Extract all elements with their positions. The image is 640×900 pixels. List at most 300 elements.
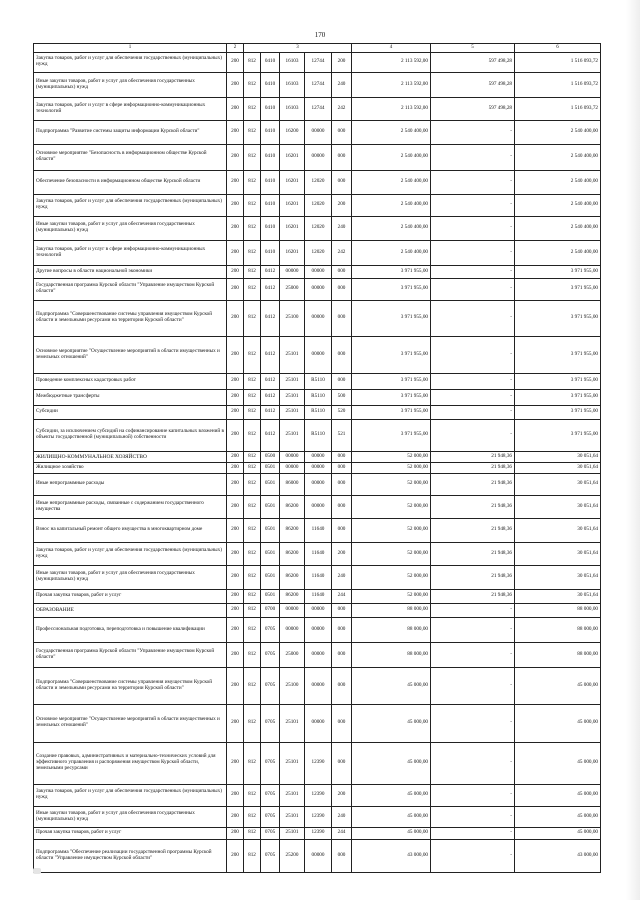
amount-remaining: 30 051,64 [515,589,601,603]
amount-executed: 21 948,36 [431,495,515,518]
code-section: 200 [227,642,244,667]
code-program: 25101 [280,336,305,373]
amount-executed: - [431,704,515,742]
amount-approved: 2 540 400,00 [352,240,431,265]
code-ministry: 812 [244,642,261,667]
table-row [34,144,601,170]
code-division: 0501 [261,473,280,495]
code-section: 200 [227,617,244,642]
amount-executed: 597 498,28 [431,52,515,72]
code-program: 25101 [280,806,305,827]
code-ministry: 812 [244,473,261,495]
amount-remaining: 2 540 400,00 [515,216,601,240]
code-direction: 12020 [305,194,332,216]
code-expense-type: 000 [332,451,352,462]
code-direction: 00000 [305,642,332,667]
code-expense-type: 000 [332,300,352,336]
code-program: 25100 [280,300,305,336]
code-ministry: 812 [244,120,261,144]
table-row [34,389,601,405]
row-name: Иные непрограммные расходы, связанные с содержанием государственного имущества [34,495,227,518]
amount-executed: - [431,194,515,216]
row-name: Закупка товаров, работ и услуг для обеспечения государственных (муниципальных) нужд [34,52,227,72]
code-ministry: 812 [244,52,261,72]
code-direction: 12744 [305,97,332,120]
code-ministry: 812 [244,336,261,373]
amount-executed: - [431,806,515,827]
code-division: 0705 [261,642,280,667]
amount-executed: - [431,419,515,451]
row-name: ОБРАЗОВАНИЕ [34,603,227,617]
code-program: 00000 [280,617,305,642]
code-ministry: 812 [244,542,261,565]
code-section: 200 [227,542,244,565]
amount-executed: 21 948,36 [431,451,515,462]
code-division: 0412 [261,300,280,336]
amount-executed: - [431,240,515,265]
table-row [34,565,601,589]
code-ministry: 812 [244,451,261,462]
amount-executed: - [431,389,515,405]
amount-approved: 3 971 955,00 [352,336,431,373]
amount-approved: 52 000,00 [352,495,431,518]
table-row [34,704,601,742]
amount-approved: 3 971 955,00 [352,300,431,336]
amount-approved: 88 000,00 [352,617,431,642]
code-direction: 12744 [305,52,332,72]
code-ministry: 812 [244,617,261,642]
amount-executed: - [431,617,515,642]
amount-approved: 3 971 955,00 [352,265,431,278]
code-ministry: 812 [244,827,261,839]
table-row [34,589,601,603]
code-expense-type: 000 [332,336,352,373]
code-division: 0501 [261,495,280,518]
row-name: Государственная программа Курской области "Управление имуществом Курской области" [34,642,227,667]
amount-remaining: 30 051,64 [515,451,601,462]
code-section: 200 [227,806,244,827]
amount-approved: 52 000,00 [352,451,431,462]
code-direction: R5110 [305,405,332,419]
amount-remaining: 43 000,00 [515,839,601,872]
code-direction: 12390 [305,742,332,784]
header-row [34,44,601,53]
code-expense-type: 000 [332,170,352,194]
table-row [34,170,601,194]
amount-executed: - [431,667,515,704]
code-expense-type: 000 [332,120,352,144]
amount-approved: 52 000,00 [352,518,431,542]
table-row [34,405,601,419]
row-name: Проведение комплексных кадастровых работ [34,373,227,389]
code-direction: 00000 [305,667,332,704]
code-expense-type: 000 [332,373,352,389]
code-division: 0410 [261,72,280,97]
amount-approved: 3 971 955,00 [352,389,431,405]
code-program: 16201 [280,170,305,194]
code-program: 25101 [280,827,305,839]
code-program: 16201 [280,240,305,265]
code-section: 200 [227,839,244,872]
table-row [34,742,601,784]
code-direction: 00000 [305,839,332,872]
row-name: Закупка товаров, работ и услуг для обеспечения государственных (муниципальных) нужд [34,542,227,565]
code-division: 0705 [261,827,280,839]
code-division: 0410 [261,170,280,194]
row-name: Иные закупки товаров, работ и услуг для обеспечения государственных (муниципальных) нужд [34,216,227,240]
amount-remaining: 30 051,64 [515,462,601,473]
amount-executed: - [431,603,515,617]
amount-approved: 2 540 400,00 [352,144,431,170]
amount-remaining: 3 971 955,00 [515,300,601,336]
code-ministry: 812 [244,667,261,704]
code-direction: 00000 [305,451,332,462]
amount-approved: 2 113 592,00 [352,52,431,72]
row-name: Закупка товаров, работ и услуг для обеспечения государственных (муниципальных) нужд [34,784,227,806]
code-direction: 00000 [305,300,332,336]
code-division: 0705 [261,742,280,784]
amount-remaining: 2 540 400,00 [515,170,601,194]
amount-executed: - [431,405,515,419]
amount-executed: - [431,336,515,373]
table-row [34,667,601,704]
code-division: 0705 [261,784,280,806]
code-program: 86200 [280,542,305,565]
code-division: 0410 [261,97,280,120]
table-row [34,120,601,144]
code-expense-type: 242 [332,240,352,265]
code-direction: 12744 [305,72,332,97]
amount-remaining: 1 516 093,72 [515,52,601,72]
code-ministry: 812 [244,300,261,336]
table-row [34,240,601,265]
amount-remaining: 88 000,00 [515,603,601,617]
code-expense-type: 000 [332,518,352,542]
amount-approved: 2 540 400,00 [352,194,431,216]
table-row [34,265,601,278]
code-ministry: 812 [244,278,261,300]
code-direction: R5110 [305,389,332,405]
code-section: 200 [227,784,244,806]
code-division: 0705 [261,704,280,742]
code-section: 200 [227,389,244,405]
table-row [34,806,601,827]
amount-approved: 3 971 955,00 [352,419,431,451]
code-program: 16103 [280,72,305,97]
row-name: Подпрограмма "Совершенствование системы управления имуществом Курской области и земельными ресурсами на территории Курской области" [34,667,227,704]
table-row [34,97,601,120]
amount-remaining: 45 000,00 [515,806,601,827]
amount-executed: - [431,742,515,784]
row-name: Профессиональная подготовка, переподготовка и повышение квалификации [34,617,227,642]
amount-approved: 45 000,00 [352,784,431,806]
scan-artifact [33,868,41,874]
code-section: 200 [227,495,244,518]
code-program: 25101 [280,419,305,451]
code-direction: 11640 [305,542,332,565]
code-section: 200 [227,144,244,170]
code-section: 200 [227,336,244,373]
code-program: 16201 [280,194,305,216]
code-division: 0412 [261,278,280,300]
amount-remaining: 88 000,00 [515,617,601,642]
code-program: 86000 [280,473,305,495]
code-expense-type: 200 [332,194,352,216]
row-name: ЖИЛИЩНО-КОММУНАЛЬНОЕ ХОЗЯЙСТВО [34,451,227,462]
code-direction: 11640 [305,589,332,603]
amount-remaining: 3 971 955,00 [515,278,601,300]
code-direction: 00000 [305,704,332,742]
code-direction: R5110 [305,419,332,451]
amount-approved: 2 540 400,00 [352,216,431,240]
amount-approved: 52 000,00 [352,565,431,589]
amount-executed: 21 948,36 [431,473,515,495]
code-division: 0705 [261,617,280,642]
code-program: 00000 [280,265,305,278]
amount-remaining: 30 051,64 [515,495,601,518]
code-program: 00000 [280,603,305,617]
amount-executed: - [431,170,515,194]
code-ministry: 812 [244,462,261,473]
code-ministry: 812 [244,784,261,806]
amount-executed: - [431,120,515,144]
code-division: 0412 [261,405,280,419]
code-expense-type: 244 [332,589,352,603]
code-section: 200 [227,170,244,194]
amount-approved: 52 000,00 [352,473,431,495]
row-name: Подпрограмма "Развитие системы защиты информации Курской области" [34,120,227,144]
amount-approved: 52 000,00 [352,589,431,603]
amount-remaining: 2 540 400,00 [515,194,601,216]
code-division: 0705 [261,839,280,872]
code-ministry: 812 [244,704,261,742]
code-ministry: 812 [244,495,261,518]
code-program: 00000 [280,462,305,473]
table-row [34,451,601,462]
row-name: Подпрограмма "Совершенствование системы управления имуществом Курской области и земельными ресурсами на территории Курской области" [34,300,227,336]
code-ministry: 812 [244,389,261,405]
header-col-1: 1 [34,44,227,53]
amount-remaining: 88 000,00 [515,642,601,667]
code-program: 25100 [280,667,305,704]
code-expense-type: 000 [332,642,352,667]
table-row [34,784,601,806]
code-direction: 12390 [305,784,332,806]
code-ministry: 812 [244,265,261,278]
header-col-2: 2 [227,44,244,53]
code-direction: 12020 [305,170,332,194]
code-section: 200 [227,373,244,389]
code-ministry: 812 [244,839,261,872]
code-ministry: 812 [244,97,261,120]
code-direction: 00000 [305,336,332,373]
code-expense-type: 520 [332,405,352,419]
amount-approved: 2 540 400,00 [352,120,431,144]
amount-executed: 597 498,28 [431,97,515,120]
row-name: Субсидии [34,405,227,419]
header-col-3: 3 [244,44,352,53]
amount-executed: - [431,144,515,170]
code-division: 0410 [261,120,280,144]
amount-remaining: 2 540 400,00 [515,240,601,265]
code-ministry: 812 [244,419,261,451]
amount-remaining: 3 971 955,00 [515,336,601,373]
table-row [34,278,601,300]
row-name: Создание правовых, административных и материально-технических условий для эффективного управления и распоряжения имуществом Курской области, земельными ресурсами [34,742,227,784]
code-section: 200 [227,194,244,216]
table-row [34,827,601,839]
amount-remaining: 2 540 400,00 [515,144,601,170]
amount-executed: 597 498,28 [431,72,515,97]
code-program: 16201 [280,216,305,240]
code-division: 0410 [261,240,280,265]
row-name: Подпрограмма "Обеспечение реализации государственной программы Курской области "Управление имуществом Курской области" [34,839,227,872]
code-division: 0501 [261,542,280,565]
amount-executed: - [431,839,515,872]
amount-remaining: 45 000,00 [515,667,601,704]
code-section: 200 [227,120,244,144]
code-program: 25101 [280,784,305,806]
code-expense-type: 200 [332,784,352,806]
row-name: Жилищное хозяйство [34,462,227,473]
code-direction: 00000 [305,278,332,300]
code-expense-type: 000 [332,495,352,518]
page-number: 170 [314,31,326,39]
code-division: 0501 [261,462,280,473]
code-direction: 11640 [305,565,332,589]
row-name: Межбюджетные трансферты [34,389,227,405]
row-name: Иные закупки товаров, работ и услуг для обеспечения государственных (муниципальных) нужд [34,72,227,97]
amount-executed: 21 948,36 [431,589,515,603]
code-program: 25101 [280,373,305,389]
code-expense-type: 240 [332,806,352,827]
code-program: 86200 [280,518,305,542]
table-row [34,462,601,473]
code-section: 200 [227,742,244,784]
code-expense-type: 000 [332,603,352,617]
code-division: 0500 [261,451,280,462]
code-ministry: 812 [244,518,261,542]
amount-remaining: 2 540 400,00 [515,120,601,144]
code-section: 200 [227,462,244,473]
code-direction: 12390 [305,827,332,839]
amount-remaining: 30 051,64 [515,473,601,495]
amount-remaining: 45 000,00 [515,704,601,742]
code-section: 200 [227,518,244,542]
amount-executed: - [431,300,515,336]
code-section: 200 [227,451,244,462]
code-program: 16201 [280,144,305,170]
code-section: 200 [227,240,244,265]
code-expense-type: 000 [332,667,352,704]
code-expense-type: 242 [332,97,352,120]
code-ministry: 812 [244,373,261,389]
code-program: 86200 [280,589,305,603]
row-name: Закупка товаров, работ и услуг для обеспечения государственных (муниципальных) нужд [34,194,227,216]
code-expense-type: 521 [332,419,352,451]
code-ministry: 812 [244,742,261,784]
row-name: Закупка товаров, работ и услуг в сфере информационно-коммуникационных технологий [34,240,227,265]
code-expense-type: 200 [332,52,352,72]
table-row [34,542,601,565]
row-name: Основное мероприятие "Осуществление мероприятий в области имущественных и земельных отношений" [34,336,227,373]
amount-executed: - [431,265,515,278]
code-division: 0410 [261,216,280,240]
code-direction: 00000 [305,462,332,473]
code-division: 0501 [261,565,280,589]
code-section: 200 [227,52,244,72]
code-program: 25101 [280,389,305,405]
amount-approved: 88 000,00 [352,642,431,667]
amount-executed: 21 948,36 [431,565,515,589]
table-row [34,336,601,373]
code-section: 200 [227,265,244,278]
code-ministry: 812 [244,806,261,827]
amount-executed: 21 948,36 [431,518,515,542]
code-program: 86200 [280,565,305,589]
code-expense-type: 000 [332,704,352,742]
amount-remaining: 45 000,00 [515,827,601,839]
amount-executed: - [431,784,515,806]
table-row [34,495,601,518]
code-section: 200 [227,300,244,336]
code-direction: 00000 [305,265,332,278]
row-name: Другие вопросы в области национальной экономики [34,265,227,278]
code-expense-type: 000 [332,462,352,473]
code-ministry: 812 [244,405,261,419]
amount-remaining: 1 516 093,72 [515,72,601,97]
code-expense-type: 000 [332,265,352,278]
table-row [34,72,601,97]
table-row [34,839,601,872]
amount-approved: 52 000,00 [352,542,431,565]
code-division: 0412 [261,389,280,405]
code-ministry: 812 [244,170,261,194]
code-expense-type: 000 [332,742,352,784]
amount-executed: 21 948,36 [431,542,515,565]
code-program: 25000 [280,642,305,667]
code-ministry: 812 [244,603,261,617]
amount-approved: 3 971 955,00 [352,373,431,389]
amount-remaining: 3 971 955,00 [515,265,601,278]
code-direction: 00000 [305,473,332,495]
amount-approved: 3 971 955,00 [352,278,431,300]
amount-approved: 45 000,00 [352,742,431,784]
code-program: 25101 [280,742,305,784]
amount-remaining: 45 000,00 [515,784,601,806]
table-row [34,194,601,216]
amount-approved: 2 540 400,00 [352,170,431,194]
code-division: 0410 [261,144,280,170]
code-section: 200 [227,97,244,120]
code-direction: 12020 [305,240,332,265]
code-section: 200 [227,827,244,839]
table-row [34,473,601,495]
amount-remaining: 30 051,64 [515,542,601,565]
code-program: 00000 [280,451,305,462]
code-program: 25101 [280,405,305,419]
table-row [34,518,601,542]
code-direction: 12020 [305,216,332,240]
amount-executed: - [431,278,515,300]
code-section: 200 [227,278,244,300]
code-ministry: 812 [244,194,261,216]
amount-approved: 45 000,00 [352,806,431,827]
code-expense-type: 240 [332,565,352,589]
code-expense-type: 000 [332,278,352,300]
amount-remaining: 1 516 093,72 [515,97,601,120]
code-ministry: 812 [244,144,261,170]
